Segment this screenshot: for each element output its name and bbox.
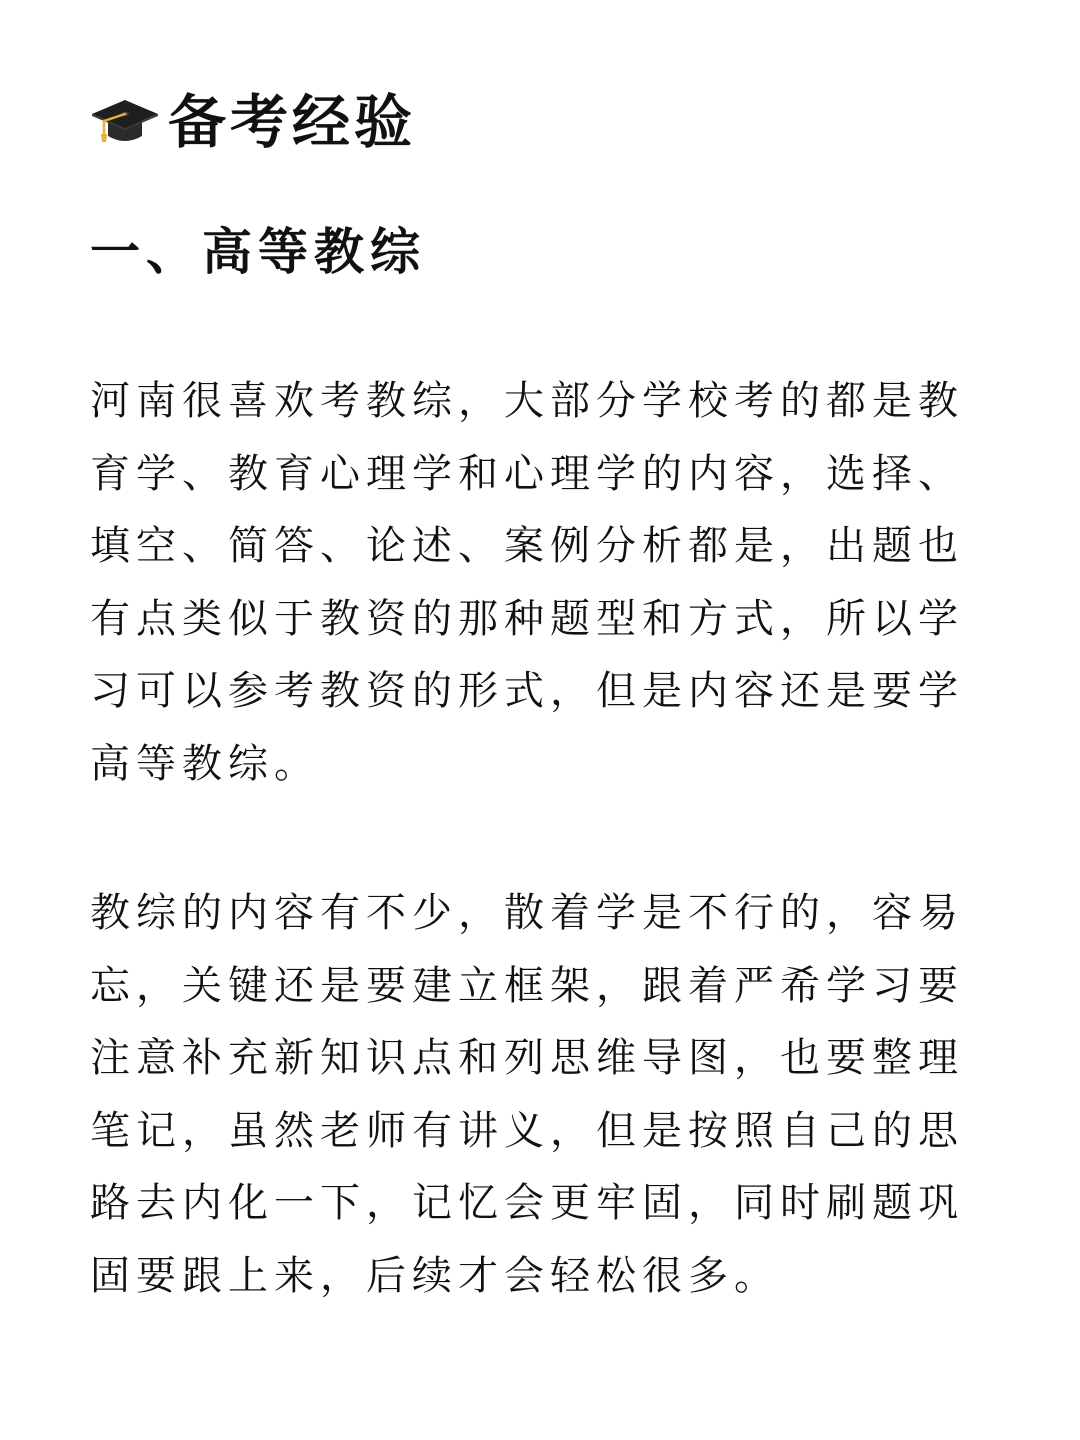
paragraph-line: 教综的内容有不少，散着学是不行的，容易 <box>90 890 964 936</box>
page-title: 备考经验 <box>168 88 417 156</box>
paragraph-line: 填空、简答、论述、案例分析都是，出题也 <box>90 523 964 570</box>
section-heading: 一、高等教综 <box>90 223 426 281</box>
paragraph-line: 笔记，虽然老师有讲义，但是按照自己的思 <box>90 1107 964 1154</box>
paragraph-line: 河南很喜欢考教综，大部分学校考的都是教 <box>90 378 964 424</box>
paragraph-line: 固要跟上来，后续才会轻松很多。 <box>90 1252 780 1299</box>
paragraph-line: 路去内化一下，记忆会更牢固，同时刷题巩 <box>90 1180 964 1227</box>
paragraph-line: 习可以参考教资的形式，但是内容还是要学 <box>90 668 964 715</box>
paragraph-1 <box>90 365 1000 801</box>
paragraph-line: 注意补充新知识点和列思维导图，也要整理 <box>90 1035 964 1082</box>
paragraph-2 <box>90 877 1000 1313</box>
graduation-cap-icon <box>90 94 160 150</box>
paragraph-line: 忘，关键还是要建立框架，跟着严希学习要 <box>90 962 964 1009</box>
paragraph-line: 育学、教育心理学和心理学的内容，选择、 <box>90 450 964 497</box>
title-row <box>90 82 416 162</box>
paragraph-line: 有点类似于教资的那种题型和方式，所以学 <box>90 595 964 642</box>
paragraph-line: 高等教综。 <box>90 740 320 787</box>
